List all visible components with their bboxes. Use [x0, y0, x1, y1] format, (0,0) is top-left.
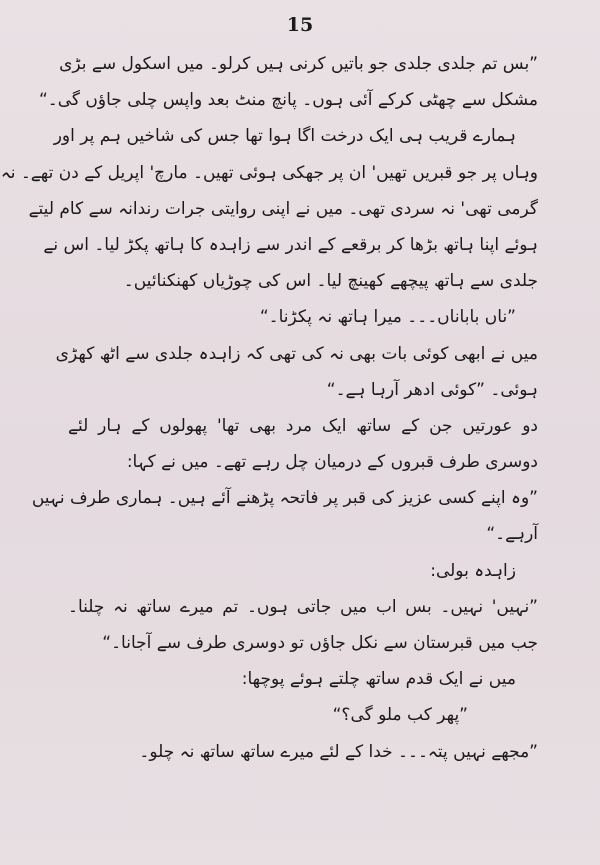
text-line: ”وہ اپنے کسی عزیز کی قبر پر فاتحہ پڑھنے آئے ہیں۔ ہماری طرف نہیں [31, 488, 538, 509]
text-line: دوسری طرف قبروں کے درمیان چل رہے تھے۔ میں نے کہا: [126, 452, 538, 473]
text-line: وہاں پر جو قبریں تھیں' ان پر جھکی ہوئی تھیں۔ مارچ' اپریل کے دن تھے۔ نہ [0, 162, 538, 183]
text-line: گرمی تھی' نہ سردی تھی۔ میں نے اپنی روایتی جرات رندانہ سے کام لیتے [28, 198, 538, 219]
text-line: میں نے ابھی کوئی بات بھی نہ کی تھی کہ زاہدہ جلدی سے اٹھ کھڑی [55, 343, 538, 364]
text-line: جلدی سے ہاتھ پیچھے کھینچ لیا۔ اس کی چوڑیاں کھنکنائیں۔ [123, 271, 538, 292]
text-line: مشکل سے چھٹی کرکے آئی ہوں۔ پانچ منٹ بعد واپس چلی جاؤں گی۔“ [38, 90, 538, 111]
text-line: ”نہیں' نہیں۔ بس اب میں جاتی ہوں۔ تم میرے ساتھ نہ چلنا۔ [68, 596, 538, 617]
text-line: میں نے ایک قدم ساتھ چلتے ہوئے پوچھا: [241, 669, 516, 690]
text-line: ہوئے اپنا ہاتھ بڑھا کر برقعے کے اندر سے زاہدہ کا ہاتھ پکڑ لیا۔ اس نے [43, 234, 538, 255]
text-line: ہمارے قریب ہی ایک درخت اگا ہوا تھا جس کی شاخیں ہم پر اور [53, 126, 516, 147]
page-text-body [0, 46, 538, 770]
text-line: زاہدہ بولی: [430, 560, 516, 581]
text-line: ”مجھے نہیں پتہ۔۔۔ خدا کے لئے میرے ساتھ ساتھ نہ چلو۔ [139, 741, 538, 762]
text-line: آرہے۔“ [486, 524, 538, 545]
text-line: دو عورتیں جن کے ساتھ ایک مرد بھی تھا' پھولوں کے ہار لئے [68, 415, 538, 436]
text-line: ”پھر کب ملو گی؟“ [332, 705, 468, 726]
text-line: ”بس تم جلدی جلدی جو باتیں کرنی ہیں کرلو۔ میں اسکول سے بڑی [59, 54, 538, 74]
page-number: 15 [286, 14, 314, 36]
text-line: ”ناں باباناں۔۔۔ میرا ہاتھ نہ پکڑنا۔“ [259, 307, 516, 328]
text-line: جب میں قبرستان سے نکل جاؤں تو دوسری طرف سے آجانا۔“ [102, 633, 538, 653]
text-line: ہوئی۔ ”کوئی ادھر آرہا ہے۔“ [326, 379, 538, 400]
